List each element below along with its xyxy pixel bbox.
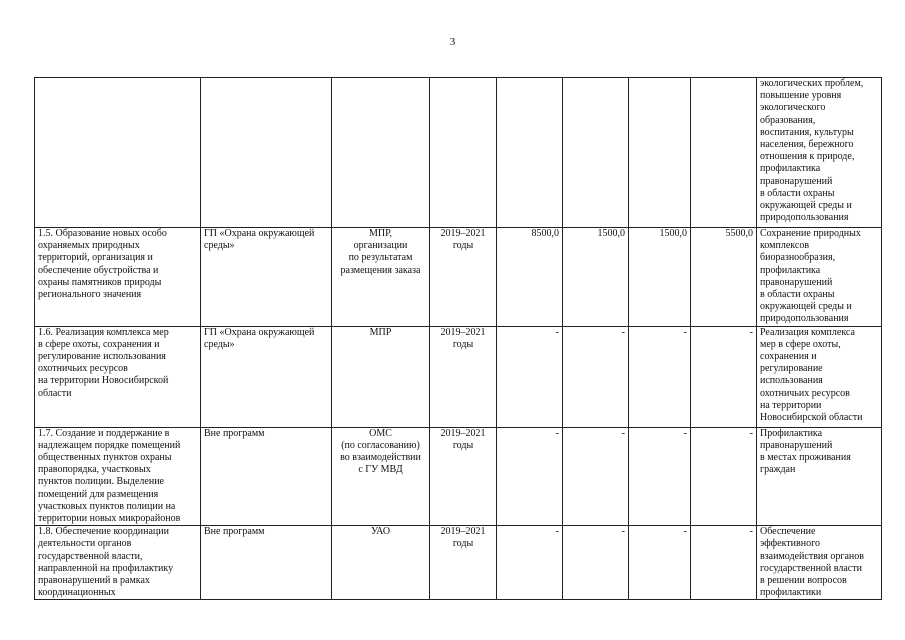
result-cell-line: правонарушений	[760, 439, 833, 451]
funding-cell	[691, 228, 757, 327]
result-cell-line: сохранения и	[760, 351, 817, 363]
result-cell-line: граждан	[760, 464, 796, 476]
measure-cell	[35, 526, 201, 600]
result-cell-line: экологических проблем,	[760, 78, 864, 89]
funding-value: -	[621, 326, 625, 338]
result-cell-line: Реализация комплекса	[760, 326, 855, 338]
table-row	[35, 326, 882, 427]
funding-cell	[497, 78, 563, 228]
program-cell-line: ГП «Охрана окружающей	[204, 228, 315, 239]
period-cell-line: годы	[452, 439, 474, 451]
executor-cell-line: ОМС	[369, 427, 392, 439]
program-cell-line: Вне программ	[204, 526, 265, 538]
program-cell-line: Вне программ	[204, 427, 265, 439]
executor-cell-line: размещения заказа	[340, 264, 421, 276]
measure-cell-line: 1.5. Образование новых особо	[38, 228, 167, 239]
program-cell	[201, 228, 332, 327]
measure-cell	[35, 427, 201, 526]
funding-cell	[691, 78, 757, 228]
measure-cell-line: общественных пунктов охраны	[38, 452, 172, 464]
measure-cell-line: области	[38, 387, 72, 399]
result-cell-line: в решении вопросов	[760, 575, 847, 587]
executor-cell	[332, 427, 430, 526]
funding-value: -	[683, 427, 687, 439]
measure-cell-line: правонарушений в рамках	[38, 575, 150, 587]
measure-cell-line: пунктов полиции. Выделение	[38, 476, 164, 488]
table-row	[35, 427, 882, 526]
executor-cell-line: по результатам	[348, 252, 413, 264]
result-cell-line: охотничьих ресурсов	[760, 387, 850, 399]
result-cell-line: Сохранение природных	[760, 228, 861, 239]
period-cell-line: годы	[452, 240, 474, 252]
result-cell-line: профилактики	[760, 587, 822, 599]
executor-cell	[332, 228, 430, 327]
measure-cell-line: участковых пунктов полиции на	[38, 500, 176, 512]
executor-cell-line: МПР	[369, 326, 392, 338]
measure-cell-line: координационных	[38, 587, 116, 599]
measure-cell-line: охраны памятников природы	[38, 276, 162, 288]
period-cell	[430, 78, 497, 228]
executor-cell-line: с ГУ МВД	[358, 464, 403, 476]
table-row	[35, 78, 882, 228]
funding-value: -	[555, 526, 559, 538]
measure-cell-line: помещений для размещения	[38, 488, 159, 500]
funding-cell	[629, 228, 691, 327]
program-cell	[201, 78, 332, 228]
executor-cell-line: во взаимодействии	[340, 452, 421, 464]
measure-cell-line: направленной на профилактику	[38, 562, 174, 574]
result-cell-line: профилактика	[760, 163, 821, 175]
measure-cell	[35, 78, 201, 228]
result-cell-line: Новосибирской области	[760, 412, 863, 424]
period-cell	[430, 228, 497, 327]
measure-cell-line: регулирование использования	[38, 351, 166, 363]
funding-value: -	[555, 427, 559, 439]
funding-cell	[497, 326, 563, 427]
measure-cell-line: на территории Новосибирской	[38, 375, 169, 387]
result-cell-line: профилактика	[760, 264, 821, 276]
funding-cell	[691, 526, 757, 600]
funding-value: 1500,0	[597, 228, 625, 239]
program-cell-line: среды»	[204, 240, 235, 252]
measure-cell	[35, 228, 201, 327]
executor-cell-line: (по согласованию)	[341, 439, 420, 451]
measure-cell	[35, 326, 201, 427]
period-cell	[430, 427, 497, 526]
funding-value: -	[683, 326, 687, 338]
result-cell-line: Профилактика	[760, 427, 823, 439]
funding-cell	[497, 228, 563, 327]
measure-cell-line: 1.7. Создание и поддержание в	[38, 427, 170, 439]
result-cell-line: природопользования	[760, 212, 849, 224]
result-cell-line: мер в сфере охоты,	[760, 338, 841, 350]
period-cell-line: годы	[452, 538, 474, 550]
funding-cell	[563, 78, 629, 228]
result-cell-line: образования,	[760, 114, 816, 126]
measure-cell-line: надлежащем порядке помещений	[38, 439, 181, 451]
funding-cell	[497, 526, 563, 600]
funding-value: -	[683, 526, 687, 538]
table-row	[35, 526, 882, 600]
measure-cell-line: деятельности органов	[38, 538, 132, 550]
measure-cell-line: правопорядка, участковых	[38, 464, 151, 476]
funding-value: -	[749, 427, 753, 439]
period-cell-line: 2019–2021	[440, 526, 486, 538]
executor-cell	[332, 526, 430, 600]
period-cell-line: 2019–2021	[440, 326, 486, 338]
result-cell-line: экологического	[760, 102, 826, 114]
result-cell-line: регулирование	[760, 363, 823, 375]
funding-value: 5500,0	[725, 228, 753, 239]
result-cell-line: повышение уровня	[760, 90, 842, 102]
funding-value: -	[621, 526, 625, 538]
result-cell-line: эффективного	[760, 538, 820, 550]
funding-value: -	[749, 526, 753, 538]
funding-value: 8500,0	[531, 228, 559, 239]
period-cell-line: 2019–2021	[440, 228, 486, 239]
result-cell-line: правонарушений	[760, 175, 833, 187]
executor-cell-line: УАО	[370, 526, 391, 538]
measure-cell-line: 1.6. Реализация комплекса мер	[38, 326, 169, 338]
executor-cell	[332, 78, 430, 228]
program-cell	[201, 526, 332, 600]
measures-table	[34, 77, 882, 600]
funding-cell	[563, 526, 629, 600]
funding-cell	[629, 427, 691, 526]
result-cell-line: природопользования	[760, 313, 849, 325]
result-cell-line: взаимодействия органов	[760, 550, 864, 562]
funding-value: -	[749, 326, 753, 338]
program-cell-line: среды»	[204, 338, 235, 350]
page-number: 3	[449, 36, 456, 48]
executor-cell	[332, 326, 430, 427]
measure-cell-line: территории новых микрорайонов	[38, 513, 181, 525]
result-cell-line: окружающей среды и	[760, 301, 852, 313]
result-cell-line: биоразнообразия,	[760, 252, 836, 264]
program-cell	[201, 427, 332, 526]
measure-cell-line: регионального значения	[38, 289, 142, 301]
result-cell	[757, 427, 882, 526]
funding-cell	[629, 526, 691, 600]
result-cell-line: в области охраны	[760, 289, 835, 301]
funding-cell	[691, 427, 757, 526]
program-cell-line: ГП «Охрана окружающей	[204, 326, 315, 338]
funding-cell	[563, 228, 629, 327]
result-cell	[757, 326, 882, 427]
program-cell	[201, 326, 332, 427]
funding-cell	[563, 326, 629, 427]
result-cell-line: отношения к природе,	[760, 151, 855, 163]
executor-cell-line: организации	[353, 240, 408, 252]
measure-cell-line: государственной власти,	[38, 550, 143, 562]
funding-cell	[691, 326, 757, 427]
period-cell-line: 2019–2021	[440, 427, 486, 439]
measure-cell-line: территорий, организация и	[38, 252, 153, 264]
result-cell-line: использования	[760, 375, 823, 387]
result-cell-line: правонарушений	[760, 276, 833, 288]
period-cell-line: годы	[452, 338, 474, 350]
funding-value: -	[555, 326, 559, 338]
result-cell-line: воспитания, культуры	[760, 126, 854, 138]
result-cell	[757, 228, 882, 327]
table-row	[35, 228, 882, 327]
funding-cell	[629, 78, 691, 228]
funding-value: 1500,0	[659, 228, 687, 239]
result-cell-line: окружающей среды и	[760, 200, 852, 212]
measure-cell-line: охотничьих ресурсов	[38, 363, 128, 375]
funding-cell	[497, 427, 563, 526]
funding-value: -	[621, 427, 625, 439]
period-cell	[430, 526, 497, 600]
period-cell	[430, 326, 497, 427]
result-cell-line: в области охраны	[760, 187, 835, 199]
measure-cell-line: 1.8. Обеспечение координации	[38, 526, 169, 538]
result-cell	[757, 526, 882, 600]
funding-cell	[629, 326, 691, 427]
executor-cell-line: МПР,	[369, 228, 392, 239]
result-cell-line: комплексов	[760, 240, 810, 252]
measure-cell-line: в сфере охоты, сохранения и	[38, 338, 160, 350]
result-cell-line: в местах проживания	[760, 452, 851, 464]
result-cell	[757, 78, 882, 228]
measure-cell-line: охраняемых природных	[38, 240, 140, 252]
measure-cell-line: обеспечение обустройства и	[38, 264, 159, 276]
result-cell-line: государственной власти	[760, 562, 862, 574]
funding-cell	[563, 427, 629, 526]
result-cell-line: Обеспечение	[760, 526, 816, 538]
result-cell-line: на территории	[760, 399, 822, 411]
result-cell-line: населения, бережного	[760, 139, 854, 151]
